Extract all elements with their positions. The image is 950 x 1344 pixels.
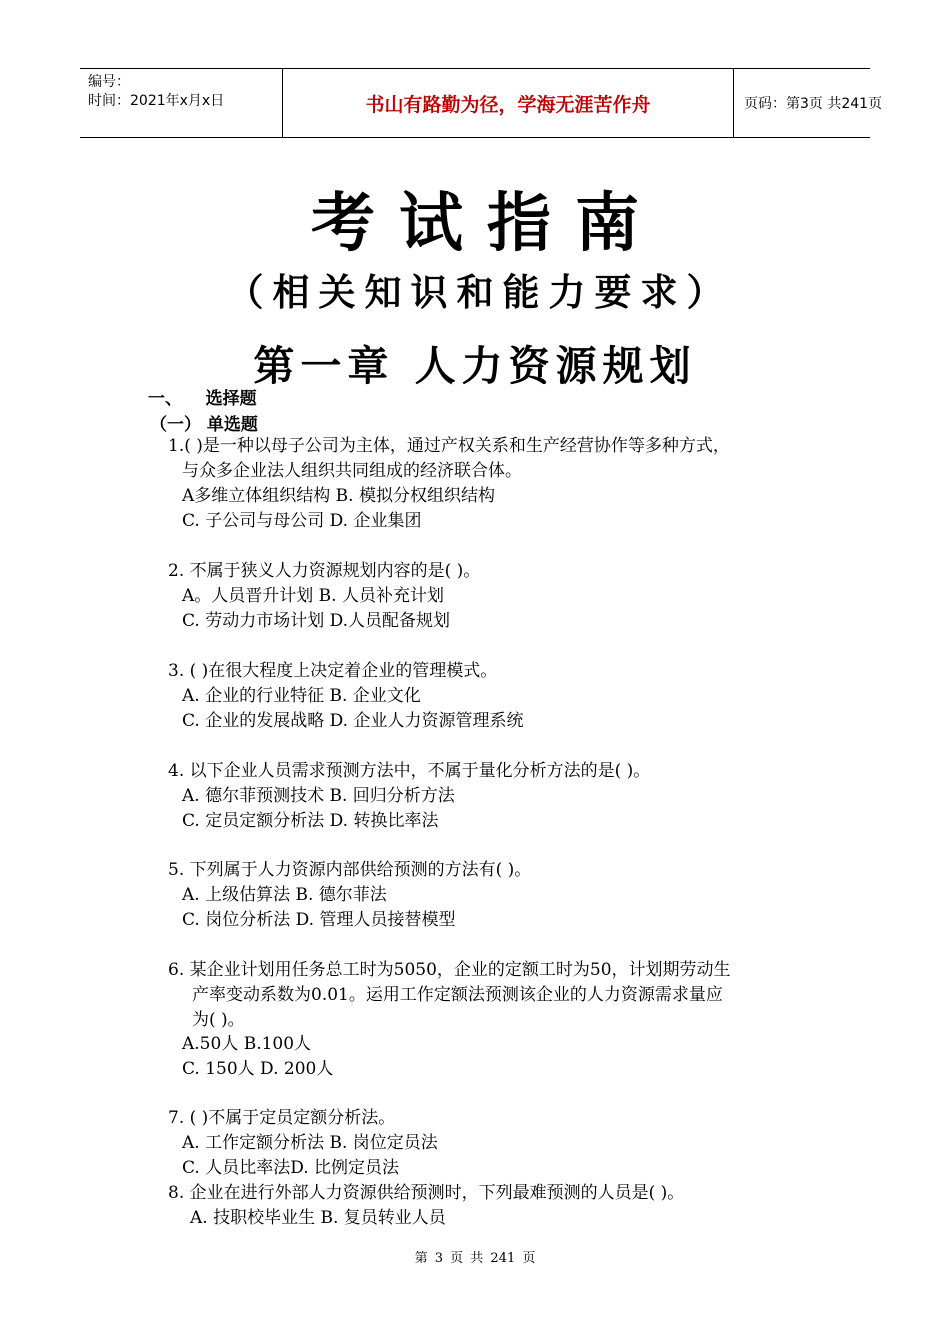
question-4-options-ab: A. 德尔菲预测技术 B. 回归分析方法 <box>182 786 455 806</box>
page-footer: 第 3 页 共 241 页 <box>414 1251 536 1266</box>
main-title: 考试指南 <box>311 187 663 261</box>
question-7-options-ab: A. 工作定额分析法 B. 岗位定员法 <box>182 1133 438 1153</box>
page-header <box>80 68 883 138</box>
question-6-options-ab: A.50人 B.100人 <box>182 1034 312 1054</box>
question-6-stem: 6. 某企业计划用任务总工时为5050，企业的定额工时为50，计划期劳动生 <box>168 960 731 980</box>
question-3-options-cd: C. 企业的发展战略 D. 企业人力资源管理系统 <box>182 711 524 731</box>
header-motto: 书山有路勤为径，学海无涯苦作舟 <box>282 69 734 137</box>
header-page-info: 页码：第3页 共241页 <box>744 96 883 112</box>
time-label: 时间：2021年x月x日 <box>88 93 225 109</box>
question-1-stem-cont: 与众多企业法人组织共同组成的经济联合体。 <box>182 461 522 481</box>
question-6-stem-cont: 产率变动系数为0.01。运用工作定额法预测该企业的人力资源需求量应 <box>192 985 723 1005</box>
subtitle: （相关知识和能力要求） <box>226 271 733 314</box>
question-4-stem: 4. 以下企业人员需求预测方法中，不属于量化分析方法的是( )。 <box>168 761 651 781</box>
question-1-stem: 1.( )是一种以母子公司为主体，通过产权关系和生产经营协作等多种方式， <box>168 436 730 456</box>
question-2-stem: 2. 不属于狭义人力资源规划内容的是( )。 <box>168 561 481 581</box>
question-7-stem: 7. ( )不属于定员定额分析法。 <box>168 1108 396 1128</box>
question-2-options-cd: C. 劳动力市场计划 D.人员配备规划 <box>182 611 451 631</box>
question-6-options-cd: C. 150人 D. 200人 <box>182 1059 334 1079</box>
chapter-title: 第一章 人力资源规划 <box>253 342 697 390</box>
section-heading: 一、 选择题 <box>148 389 257 409</box>
header-meta <box>80 69 282 137</box>
section-subheading: （一） 单选题 <box>150 415 258 435</box>
question-5-stem: 5. 下列属于人力资源内部供给预测的方法有( )。 <box>168 860 532 880</box>
question-4-options-cd: C. 定员定额分析法 D. 转换比率法 <box>182 811 439 831</box>
question-8-stem: 8. 企业在进行外部人力资源供给预测时，下列最难预测的人员是( )。 <box>168 1183 685 1203</box>
question-1-options-cd: C. 子公司与母公司 D. 企业集团 <box>182 511 422 531</box>
number-label: 编号： <box>88 74 130 90</box>
question-2-options-ab: A。人员晋升计划 B. 人员补充计划 <box>182 586 444 606</box>
question-5-options-ab: A. 上级估算法 B. 德尔菲法 <box>182 885 387 905</box>
question-3-options-ab: A. 企业的行业特征 B. 企业文化 <box>182 686 421 706</box>
question-5-options-cd: C. 岗位分析法 D. 管理人员接替模型 <box>182 910 456 930</box>
question-6-stem-cont-2: 为( )。 <box>192 1010 245 1030</box>
question-3-stem: 3. ( )在很大程度上决定着企业的管理模式。 <box>168 661 498 681</box>
question-1-options-ab: A多维立体组织结构 B. 模拟分权组织结构 <box>182 486 495 506</box>
question-7-options-cd: C. 人员比率法D. 比例定员法 <box>182 1158 400 1178</box>
question-8-options-ab: A. 技职校毕业生 B. 复员转业人员 <box>190 1208 446 1228</box>
